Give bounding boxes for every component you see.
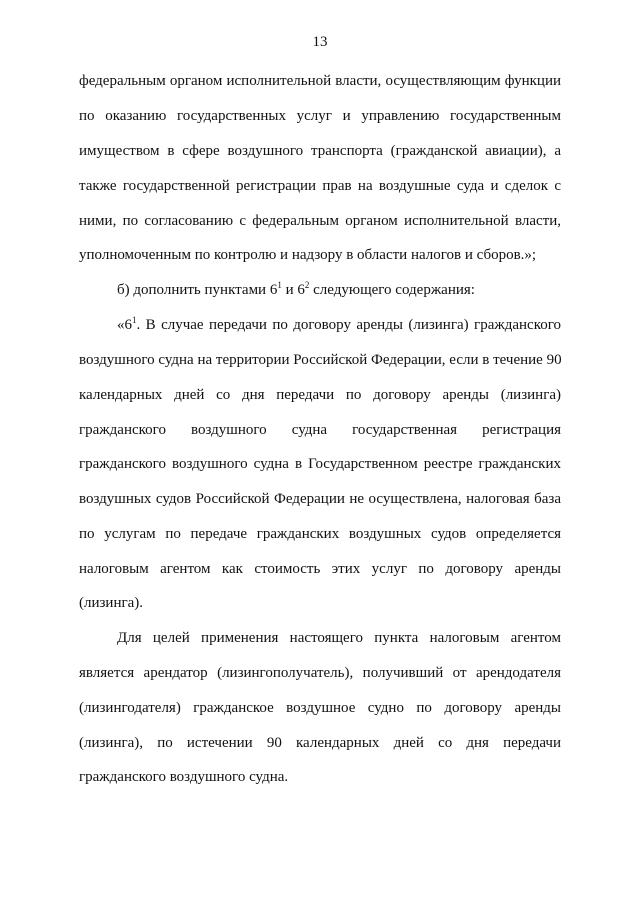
text-line: по услугам по передаче гражданских воздушных судов определяется — [79, 526, 561, 542]
superscript: 1 — [132, 315, 137, 325]
item-b-line — [117, 281, 561, 299]
text-line: гражданского воздушного судна в Государственном реестре гражданских — [79, 456, 561, 472]
text-line: ними, по согласованию с федеральным органом исполнительной власти, — [79, 213, 561, 229]
text-line: по оказанию государственных услуг и управлению государственным — [79, 108, 561, 124]
text-line: воздушного судна на территории Российской Федерации, если в течение 90 — [79, 352, 562, 368]
text-line: гражданского воздушного судна. — [79, 769, 289, 785]
text-line: (лизинга). — [79, 595, 144, 611]
para-text: . В случае передачи по договору аренды (лизинга) гражданского — [136, 317, 561, 333]
item-b-text-2: и 6 — [281, 282, 305, 298]
text-line: воздушных судов Российской Федерации не осуществлена, налоговая база — [79, 491, 561, 507]
paragraph-start-line — [117, 316, 561, 334]
text-line: имуществом в сфере воздушного транспорта (гражданской авиации), а — [79, 143, 561, 159]
page-number: 13 — [312, 34, 328, 50]
text-line: гражданского воздушного судна государственная регистрация — [79, 422, 561, 438]
text-line: (лизингодателя) гражданское воздушное судно по договору аренды — [79, 700, 561, 716]
text-line: (лизинга), по истечении 90 календарных дней со дня передачи — [79, 735, 561, 751]
text-line: также государственной регистрации прав на воздушные суда и сделок с — [79, 178, 561, 194]
text-line: федеральным органом исполнительной власти, осуществляющим функции — [79, 73, 561, 89]
text-line: календарных дней со дня передачи по договору аренды (лизинга) — [79, 387, 561, 403]
superscript: 2 — [304, 280, 310, 290]
text-line: уполномоченным по контролю и надзору в области налогов и сборов.»; — [79, 247, 537, 263]
text-line: Для целей применения настоящего пункта налоговым агентом — [117, 630, 561, 646]
text-line: является арендатор (лизингополучатель), получивший от арендодателя — [79, 665, 561, 681]
text-line: налоговым агентом как стоимость этих услуг по договору аренды — [79, 561, 561, 577]
para-open: «6 — [117, 317, 132, 333]
superscript: 1 — [277, 280, 282, 290]
item-b-text-3: следующего содержания: — [309, 282, 475, 298]
item-b-text-1: б) дополнить пунктами 6 — [117, 282, 278, 298]
